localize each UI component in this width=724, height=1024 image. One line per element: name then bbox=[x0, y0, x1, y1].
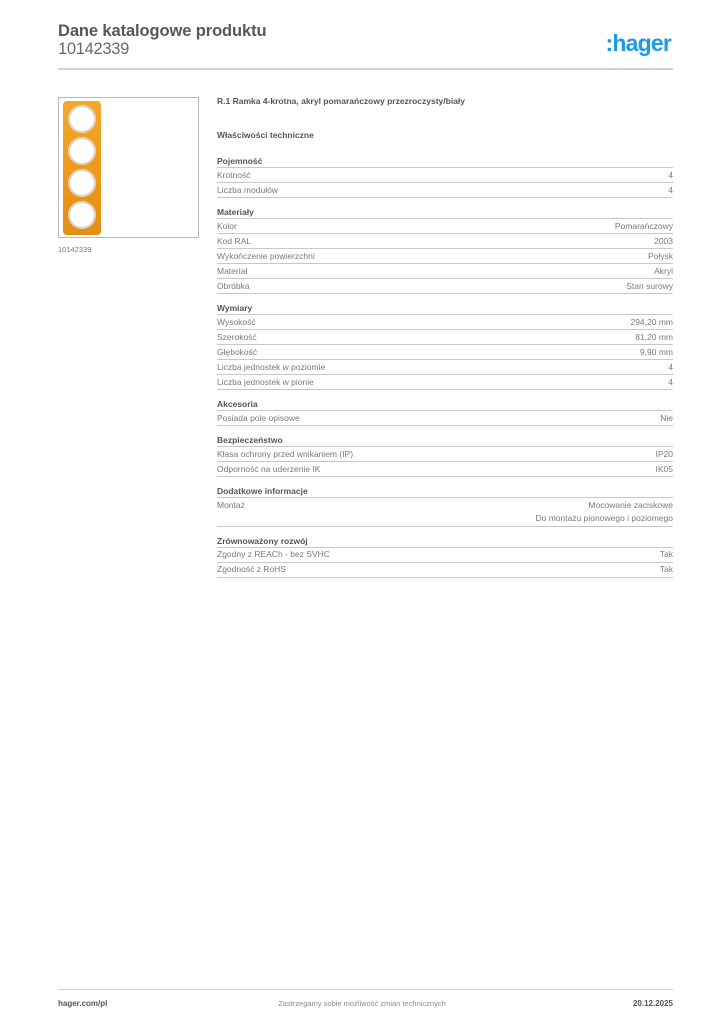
spec-value: 2003 bbox=[654, 235, 673, 246]
spec-row bbox=[217, 183, 673, 198]
socket-opening-icon bbox=[68, 201, 96, 229]
spec-label: Klasa ochrony przed wnikaniem (IP) bbox=[217, 448, 354, 459]
section-additional-info bbox=[217, 486, 673, 527]
section-safety bbox=[217, 435, 673, 477]
spec-value-line: Mocowanie zaciskowe bbox=[588, 499, 673, 510]
spec-value-line: Do montażu pionowego i poziomego bbox=[535, 513, 673, 523]
four-gang-frame-icon bbox=[63, 101, 101, 235]
spec-row bbox=[217, 563, 673, 578]
footer-disclaimer: Zastrzegamy sobie możliwość zmian technicznych bbox=[278, 999, 446, 1008]
spec-value: 4 bbox=[668, 184, 673, 195]
document-title: Dane katalogowe produktu bbox=[58, 22, 267, 40]
spec-row bbox=[217, 345, 673, 360]
section-title: Materiały bbox=[217, 207, 673, 219]
section-title: Bezpieczeństwo bbox=[217, 435, 673, 447]
spec-row bbox=[217, 219, 673, 234]
technical-properties-title: Właściwości techniczne bbox=[217, 130, 314, 140]
spec-value: 294,20 mm bbox=[630, 316, 673, 327]
spec-label: Głębokość bbox=[217, 346, 258, 357]
section-title: Pojemność bbox=[217, 156, 673, 168]
section-title: Dodatkowe informacje bbox=[217, 486, 673, 498]
spec-row bbox=[217, 462, 673, 477]
spec-row bbox=[217, 279, 673, 294]
page-header bbox=[58, 22, 673, 70]
section-accessories bbox=[217, 399, 673, 426]
spec-value bbox=[535, 499, 673, 526]
spec-value: 81,20 mm bbox=[635, 331, 673, 342]
spec-row bbox=[217, 234, 673, 249]
footer-divider bbox=[58, 989, 673, 990]
header-divider bbox=[58, 68, 673, 70]
spec-row bbox=[217, 168, 673, 183]
spec-label: Liczba jednostek w poziomie bbox=[217, 361, 326, 372]
spec-value: 4 bbox=[668, 169, 673, 180]
spec-value: Akryl bbox=[654, 265, 673, 276]
spec-label: Materiał bbox=[217, 265, 248, 276]
socket-opening-icon bbox=[68, 137, 96, 165]
spec-value: Połysk bbox=[647, 250, 673, 261]
spec-row bbox=[217, 447, 673, 462]
spec-row bbox=[217, 315, 673, 330]
section-title: Akcesoria bbox=[217, 399, 673, 411]
image-caption: 10142339 bbox=[58, 245, 92, 254]
spec-label: Obróbka bbox=[217, 280, 250, 291]
section-sustainability bbox=[217, 536, 673, 578]
footer-website-link[interactable]: hager.com/pl bbox=[58, 999, 108, 1008]
spec-value: IP20 bbox=[655, 448, 673, 459]
spec-label: Wysokość bbox=[217, 316, 256, 327]
product-image bbox=[58, 97, 199, 238]
spec-value: Stan surowy bbox=[626, 280, 673, 291]
spec-label: Krotność bbox=[217, 169, 251, 180]
socket-opening-icon bbox=[68, 105, 96, 133]
product-name: R.1 Ramka 4-krotna, akryl pomarańczowy przezroczysty/biały bbox=[217, 96, 466, 106]
spec-label: Montaż bbox=[217, 499, 245, 510]
spec-value: Pomarańczowy bbox=[614, 220, 673, 231]
spec-value: 4 bbox=[668, 376, 673, 387]
product-details bbox=[217, 96, 673, 587]
socket-opening-icon bbox=[68, 169, 96, 197]
spec-label: Odporność na uderzenie IK bbox=[217, 463, 321, 474]
section-materials bbox=[217, 207, 673, 294]
spec-row bbox=[217, 249, 673, 264]
spec-value: Nie bbox=[660, 412, 673, 423]
spec-row bbox=[217, 360, 673, 375]
spec-value: IK05 bbox=[655, 463, 673, 474]
spec-row bbox=[217, 330, 673, 345]
spec-label: Liczba jednostek w pionie bbox=[217, 376, 314, 387]
spec-value: Tak bbox=[659, 564, 673, 574]
spec-label: Szerokość bbox=[217, 331, 257, 342]
spec-row bbox=[217, 548, 673, 563]
section-title: Wymiary bbox=[217, 303, 673, 315]
product-number: 10142339 bbox=[58, 40, 130, 58]
spec-value: 4 bbox=[668, 361, 673, 372]
spec-label: Posiada pole opisowe bbox=[217, 412, 300, 423]
section-dimensions bbox=[217, 303, 673, 390]
spec-label: Liczba modułów bbox=[217, 184, 278, 195]
spec-row bbox=[217, 264, 673, 279]
spec-label: Kolor bbox=[217, 220, 237, 231]
spec-label: Zgodny z REACh - bez SVHC bbox=[217, 549, 330, 559]
spec-row bbox=[217, 411, 673, 426]
section-capacity bbox=[217, 156, 673, 198]
spec-row bbox=[217, 375, 673, 390]
spec-value: 9,90 mm bbox=[639, 346, 673, 357]
spec-label: Wykończenie powierzchni bbox=[217, 250, 315, 261]
spec-row bbox=[217, 498, 673, 527]
footer-date: 20.12.2025 bbox=[632, 999, 673, 1008]
spec-value: Tak bbox=[659, 549, 673, 559]
section-title: Zrównoważony rozwój bbox=[217, 536, 673, 548]
spec-label: Zgodność z RoHS bbox=[217, 564, 286, 574]
hager-logo: :hager bbox=[605, 30, 671, 56]
spec-label: Kod RAL bbox=[217, 235, 252, 246]
